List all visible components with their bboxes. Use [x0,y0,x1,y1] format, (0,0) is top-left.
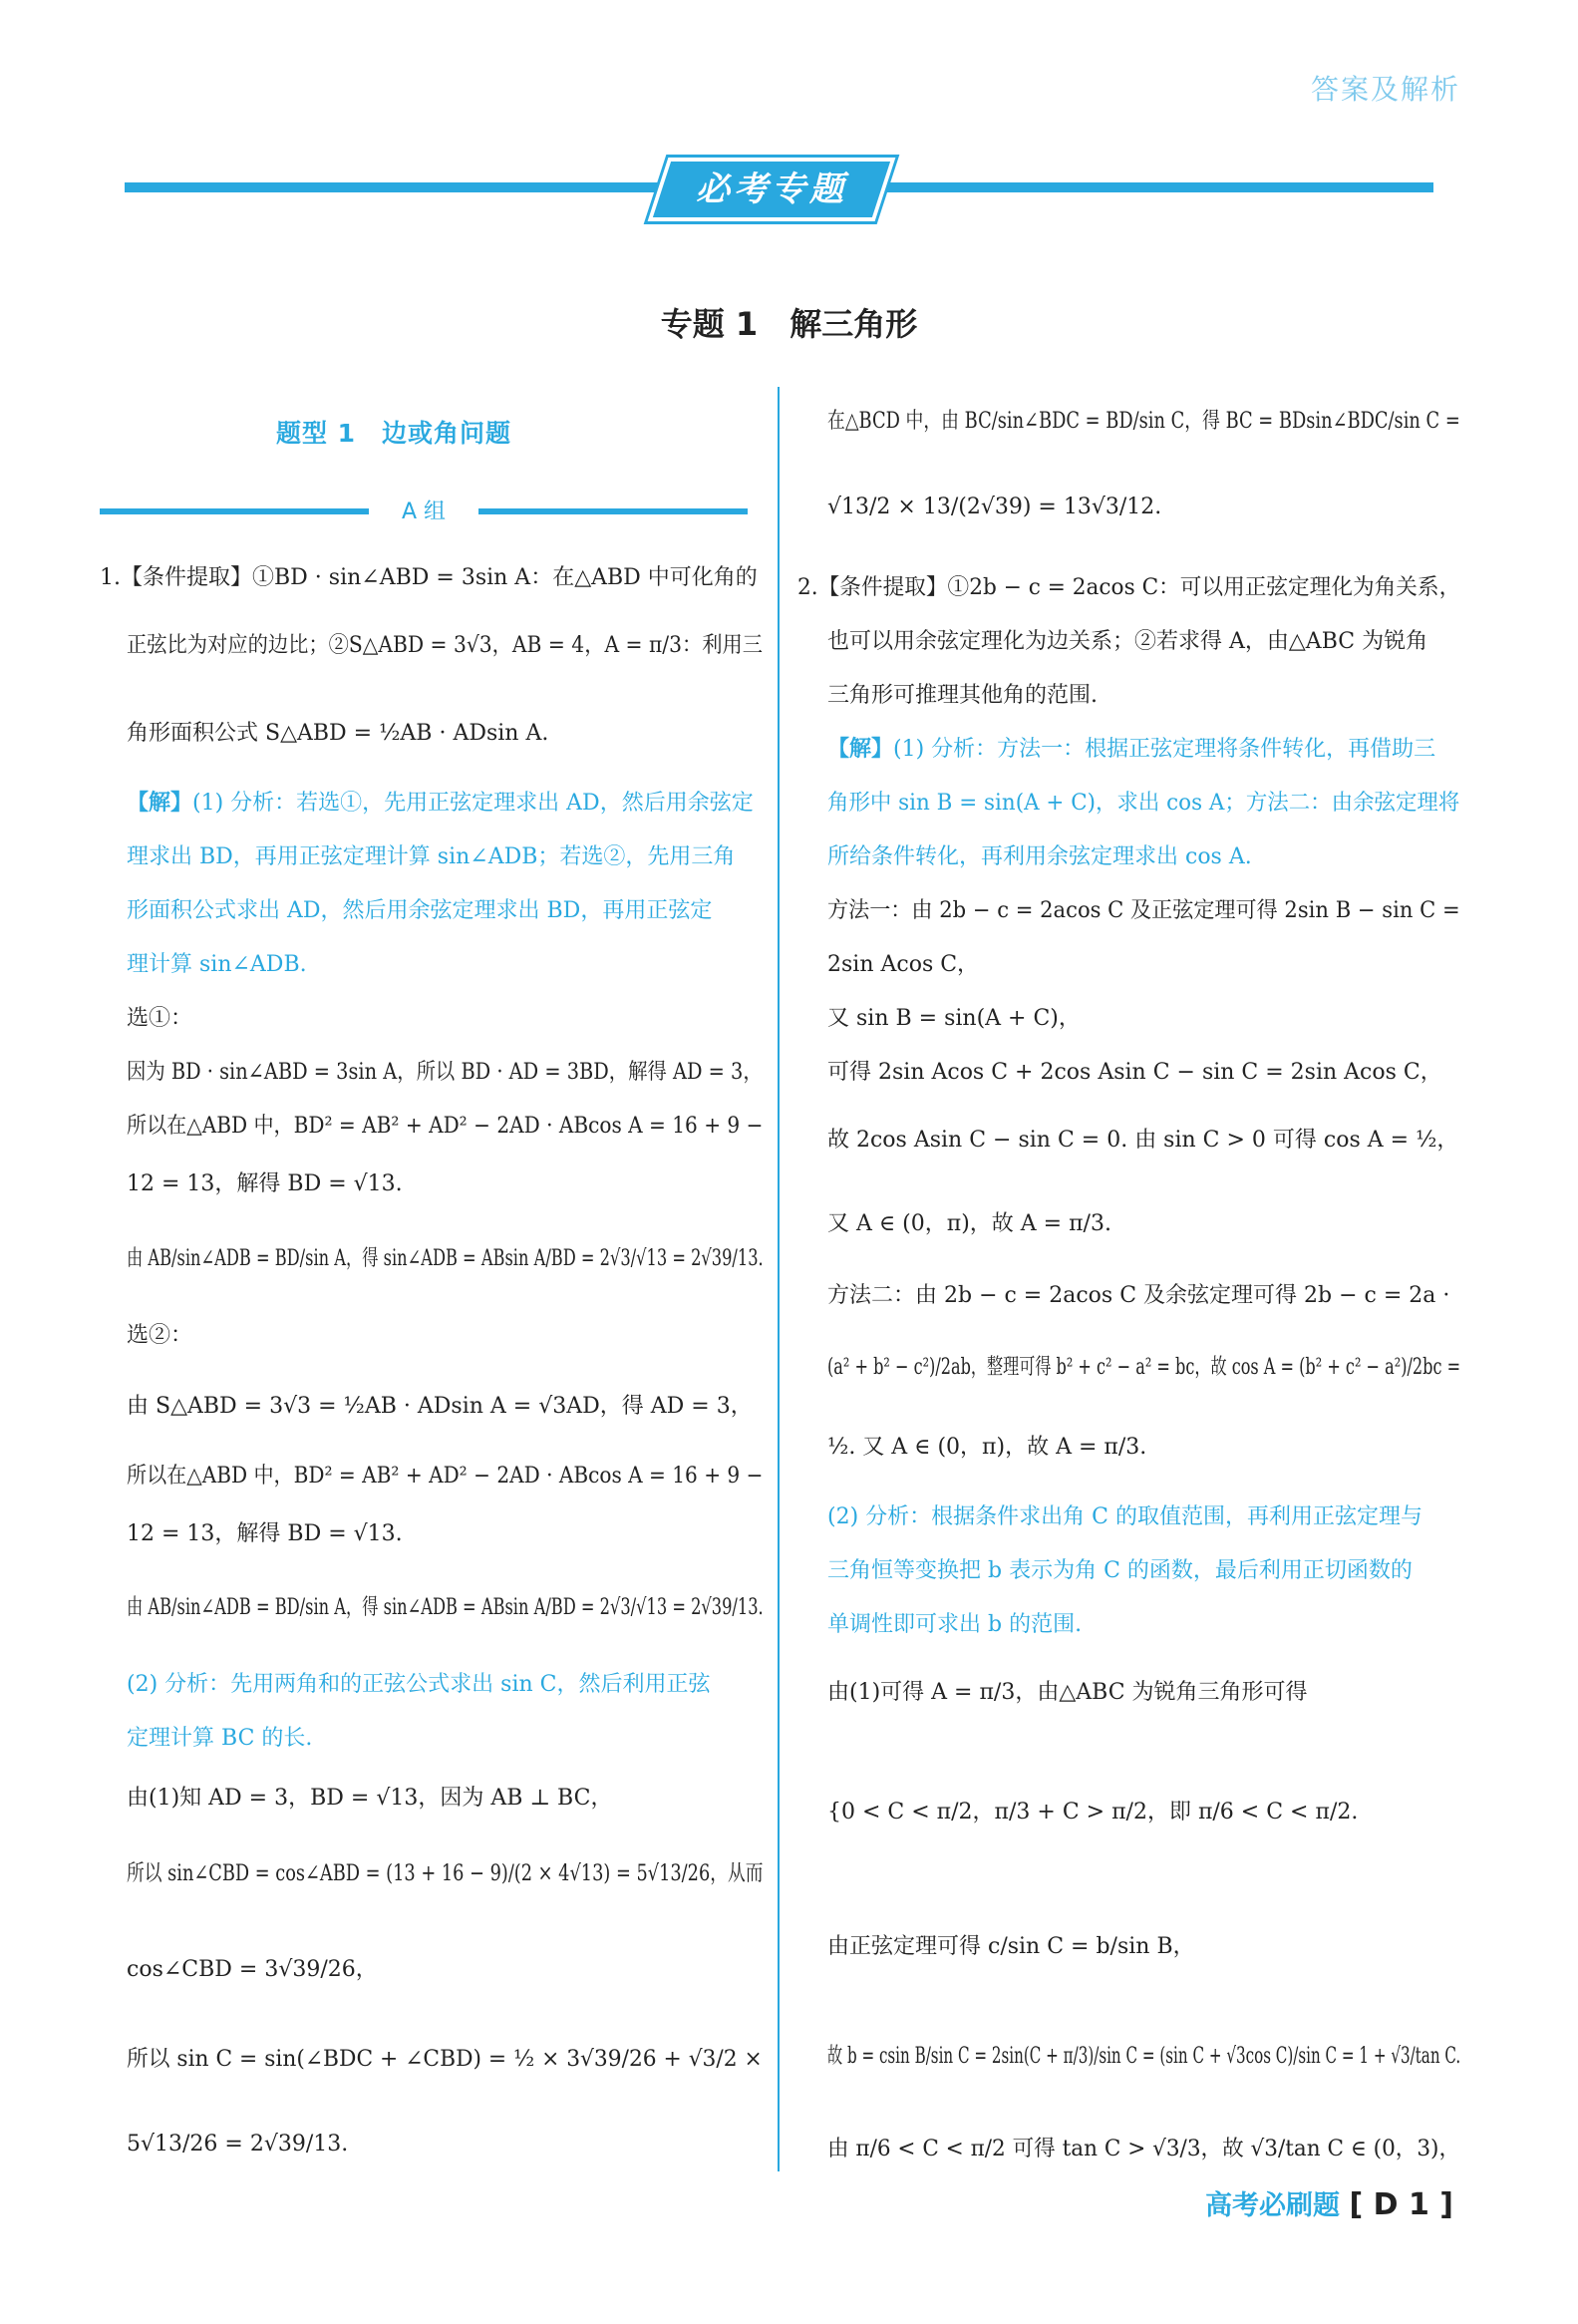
right-line: 三角形可推理其他角的范围. [827,683,1098,708]
left-line: cos∠CBD = 3√39/26， [127,1957,378,1982]
right-line-analysis [827,732,1435,763]
left-line: 形面积公式求出 AD，然后用余弦定理求出 BD，再用正弦定 [127,898,713,923]
question-type-heading: 题型 1 边或角问题 [275,419,512,448]
solution-tag: 【解】 [127,791,193,816]
banner-badge [648,158,896,221]
right-line: 故 b = csin B/sin C = 2sin(C + π/3)/sin C = (sin C + √3cos C)/sin C = 1 + √3/tan C. [827,2044,1461,2069]
right-line: 由(1)可得 A = π/3，由△ABC 为锐角三角形可得 [827,1680,1308,1705]
right-line: 2sin Acos C， [827,952,980,977]
left-line: 5√13/26 = 2√39/13. [127,2132,349,2157]
right-line: 2.【条件提取】①2b − c = 2acos C：可以用正弦定理化为角关系， [797,575,1461,600]
left-line: 选①： [127,1006,193,1031]
left-line: 定理计算 BC 的长. [127,1726,313,1751]
left-line: 角形面积公式 S△ABD = ½AB · ADsin A. [127,721,549,746]
right-line: 角形中 sin B = sin(A + C)，求出 cos A；方法二：由余弦定理将 [827,791,1460,816]
left-line: 由(1)知 AD = 3，BD = √13，因为 AB ⊥ BC， [127,1786,613,1811]
banner-text: 必考专题 [696,169,847,209]
page-title: 专题 1 解三角形 [660,305,918,343]
analysis-text: (1) 分析：方法一：根据正弦定理将条件转化，再借助三 [893,737,1436,762]
left-line: 所以 sin∠CBD = cos∠ABD = (13 + 16 − 9)/(2 × 4√13) = 5√13/26，从而 [127,1861,764,1886]
right-line: 在△BCD 中，由 BC/sin∠BDC = BD/sin C，得 BC = BDsin∠BDC/sin C = [827,409,1460,434]
section-header: 答案及解析 [1310,73,1460,106]
right-line: 又 A ∈ (0，π)，故 A = π/3. [827,1211,1111,1236]
right-line: 单调性即可求出 b 的范围. [827,1612,1083,1637]
group-line-left [100,508,369,514]
left-line: 所以在△ABD 中，BD² = AB² + AD² − 2AD · ABcos A = 16 + 9 − [127,1114,764,1139]
right-line: {0 < C < π/2，π/3 + C > π/2，即 π/6 < C < π/2. [827,1800,1359,1825]
right-line: ½. 又 A ∈ (0，π)，故 A = π/3. [827,1435,1147,1460]
left-line: 理计算 sin∠ADB. [127,952,307,977]
left-line: 所以 sin C = sin(∠BDC + ∠CBD) = ½ × 3√39/26 + √3/2 × [127,2047,763,2072]
left-line: (2) 分析：先用两角和的正弦公式求出 sin C，然后利用正弦 [127,1672,711,1697]
left-line: 所以在△ABD 中，BD² = AB² + AD² − 2AD · ABcos A = 16 + 9 − [127,1464,764,1489]
left-line: 由 AB/sin∠ADB = BD/sin A，得 sin∠ADB = ABsin A/BD = 2√3/√13 = 2√39/13. [127,1246,764,1271]
page-number: [ D 1 ] [1349,2187,1453,2222]
right-line: 方法一：由 2b − c = 2acos C 及正弦定理可得 2sin B − sin C = [827,898,1460,923]
left-line: 12 = 13，解得 BD = √13. [127,1171,403,1196]
left-line: 由 AB/sin∠ADB = BD/sin A，得 sin∠ADB = ABsin A/BD = 2√3/√13 = 2√39/13. [127,1595,764,1620]
left-line: 由 S△ABD = 3√3 = ½AB · ADsin A = √3AD，得 AD = 3， [127,1394,753,1419]
right-line: √13/2 × 13/(2√39) = 13√3/12. [827,495,1162,519]
right-line: 又 sin B = sin(A + C)， [827,1006,1081,1031]
right-line: 所给条件转化，再利用余弦定理求出 cos A. [827,844,1252,869]
right-line: 方法二：由 2b − c = 2acos C 及余弦定理可得 2b − c = 2a · [827,1283,1450,1308]
group-line-right [478,508,748,514]
right-line: 可得 2sin Acos C + 2cos Asin C − sin C = 2sin Acos C， [827,1060,1442,1085]
left-line: 选②： [127,1323,193,1348]
column-divider [778,387,780,2171]
left-line: 12 = 13，解得 BD = √13. [127,1521,403,1546]
left-line-analysis [127,786,754,817]
left-line: 1.【条件提取】①BD · sin∠ABD = 3sin A：在△ABD 中可化角的 [100,565,758,590]
right-line: 三角恒等变换把 b 表示为角 C 的函数，最后利用正切函数的 [827,1558,1413,1583]
right-line: 故 2cos Asin C − sin C = 0. 由 sin C > 0 可得 cos A = ½， [827,1128,1459,1153]
footer [1205,2183,1453,2222]
right-line: (2) 分析：根据条件求出角 C 的取值范围，再利用正弦定理与 [827,1504,1422,1529]
footer-label: 高考必刷题 [1205,2190,1341,2221]
right-line: (a² + b² − c²)/2ab，整理可得 b² + c² − a² = bc，故 cos A = (b² + c² − a²)/2bc = [827,1355,1461,1380]
right-line: 由 π/6 < C < π/2 可得 tan C > √3/3，故 √3/tan C ∈ (0，3)， [827,2137,1461,2161]
right-line: 由正弦定理可得 c/sin C = b/sin B， [827,1934,1195,1959]
left-line: 因为 BD · sin∠ABD = 3sin A，所以 BD · AD = 3BD，解得 AD = 3， [127,1060,763,1085]
analysis-text: (1) 分析：若选①，先用正弦定理求出 AD，然后用余弦定 [192,791,754,816]
solution-tag: 【解】 [827,737,894,762]
right-line: 也可以用余弦定理化为边关系；②若求得 A，由△ABC 为锐角 [827,629,1428,654]
left-line: 理求出 BD，再用正弦定理计算 sin∠ADB；若选②，先用三角 [127,844,736,869]
left-line: 正弦比为对应的边比；②S△ABD = 3√3，AB = 4，A = π/3：利用三 [127,633,764,658]
group-label: A 组 [401,499,447,524]
